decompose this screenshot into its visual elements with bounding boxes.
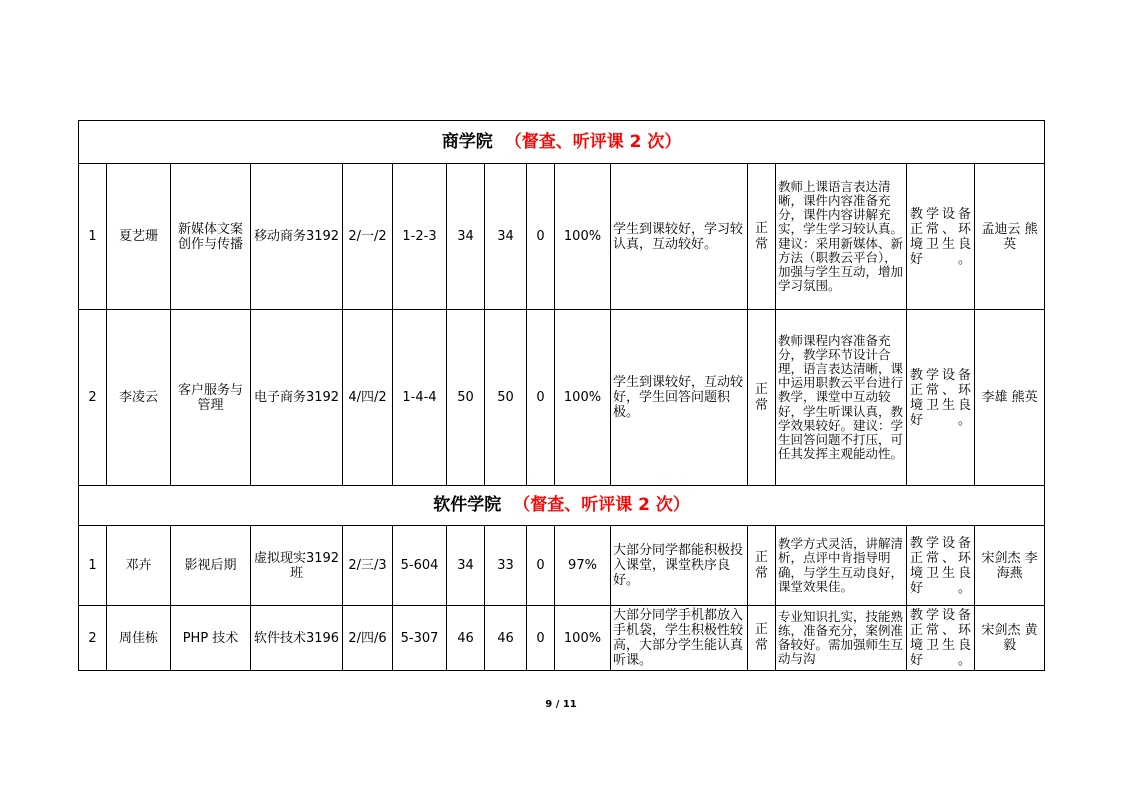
section-header bbox=[79, 486, 1045, 526]
teaching-comment: 教师上课语言表达清晰，课件内容准备充分，课件内容讲解充实，学生学习较认真。建议：采用新媒体、新方法（职教云平台），加强与学生互动，增加学习氛围。 bbox=[776, 164, 907, 310]
students-expected: 50 bbox=[447, 310, 485, 486]
inspection-table bbox=[78, 120, 1045, 671]
students-absent: 0 bbox=[527, 164, 555, 310]
table-row bbox=[79, 164, 1045, 310]
class-time: 4/四/2 bbox=[343, 310, 393, 486]
teacher-name: 李凌云 bbox=[107, 310, 171, 486]
classroom: 1-2-3 bbox=[393, 164, 447, 310]
order-status-text: 正常 bbox=[754, 220, 768, 252]
teaching-comment: 教师课程内容准备充分，教学环节设计合理，语言表达清晰，课中运用职教云平台进行教学，课堂中互动较好，学生听课认真，教学效果较好。建议：学生回答问题不打压，可任其发挥主观能动性。 bbox=[776, 310, 907, 486]
classroom: 5-604 bbox=[393, 526, 447, 606]
order-status bbox=[748, 310, 776, 486]
section-header bbox=[79, 121, 1045, 164]
classroom: 1-4-4 bbox=[393, 310, 447, 486]
class-time: 2/一/2 bbox=[343, 164, 393, 310]
inspectors: 李雄 熊英 bbox=[975, 310, 1045, 486]
course-name: 新媒体文案创作与传播 bbox=[171, 164, 251, 310]
row-number: 2 bbox=[79, 606, 107, 671]
student-status: 学生到课较好，互动较好，学生回答问题积极。 bbox=[611, 310, 748, 486]
section-title: 软件学院 bbox=[433, 495, 502, 515]
students-present: 46 bbox=[485, 606, 527, 671]
course-name: 客户服务与管理 bbox=[171, 310, 251, 486]
student-status: 学生到课较好，学习较认真，互动较好。 bbox=[611, 164, 748, 310]
row-number: 1 bbox=[79, 164, 107, 310]
class-name: 软件技术3196 bbox=[251, 606, 343, 671]
class-name: 虚拟现实3192 班 bbox=[251, 526, 343, 606]
student-status: 大部分同学都能积极投入课堂，课堂秩序良好。 bbox=[611, 526, 748, 606]
section-title: 商学院 bbox=[441, 131, 493, 152]
environment-status: 教学设备正常、环境卫生良好。 bbox=[907, 310, 975, 486]
environment-status: 教学设备正常、环境卫生良好。 bbox=[907, 606, 975, 671]
row-number: 2 bbox=[79, 310, 107, 486]
class-name: 电子商务3192 bbox=[251, 310, 343, 486]
teaching-comment: 教学方式灵活，讲解清析，点评中肯指导明确，与学生互动良好，课堂效果佳。 bbox=[776, 526, 907, 606]
table-row bbox=[79, 526, 1045, 606]
order-status bbox=[748, 164, 776, 310]
order-status-text: 正常 bbox=[754, 381, 768, 413]
environment-status: 教学设备正常、环境卫生良好。 bbox=[907, 164, 975, 310]
section-note: （督查、听评课 2 次） bbox=[513, 495, 690, 515]
students-absent: 0 bbox=[527, 526, 555, 606]
teacher-name: 邓卉 bbox=[107, 526, 171, 606]
class-time: 2/四/6 bbox=[343, 606, 393, 671]
students-expected: 34 bbox=[447, 526, 485, 606]
student-status: 大部分同学手机都放入手机袋，学生积极性较高，大部分学生能认真听课。 bbox=[611, 606, 748, 671]
students-absent: 0 bbox=[527, 310, 555, 486]
teacher-name: 周佳栋 bbox=[107, 606, 171, 671]
teaching-comment: 专业知识扎实，技能熟练，准备充分，案例准备较好。需加强师生互动与沟 bbox=[776, 606, 907, 671]
course-name: PHP 技术 bbox=[171, 606, 251, 671]
attendance-rate: 97% bbox=[555, 526, 611, 606]
students-present: 33 bbox=[485, 526, 527, 606]
table-row bbox=[79, 310, 1045, 486]
classroom: 5-307 bbox=[393, 606, 447, 671]
students-expected: 34 bbox=[447, 164, 485, 310]
teacher-name: 夏艺珊 bbox=[107, 164, 171, 310]
row-number: 1 bbox=[79, 526, 107, 606]
order-status bbox=[748, 526, 776, 606]
students-absent: 0 bbox=[527, 606, 555, 671]
inspectors: 宋剑杰 黄毅 bbox=[975, 606, 1045, 671]
students-expected: 46 bbox=[447, 606, 485, 671]
class-time: 2/三/3 bbox=[343, 526, 393, 606]
table-row bbox=[79, 606, 1045, 671]
page-number: 9 / 11 bbox=[545, 699, 577, 710]
course-name: 影视后期 bbox=[171, 526, 251, 606]
order-status-text: 正常 bbox=[754, 622, 768, 653]
section-note: （督查、听评课 2 次） bbox=[504, 131, 682, 152]
attendance-rate: 100% bbox=[555, 164, 611, 310]
attendance-rate: 100% bbox=[555, 606, 611, 671]
class-name: 移动商务3192 bbox=[251, 164, 343, 310]
students-present: 50 bbox=[485, 310, 527, 486]
order-status bbox=[748, 606, 776, 671]
attendance-rate: 100% bbox=[555, 310, 611, 486]
environment-status: 教学设备正常、环境卫生良好。 bbox=[907, 526, 975, 606]
order-status-text: 正常 bbox=[754, 549, 768, 581]
inspectors: 孟迪云 熊英 bbox=[975, 164, 1045, 310]
inspectors: 宋剑杰 李海燕 bbox=[975, 526, 1045, 606]
students-present: 34 bbox=[485, 164, 527, 310]
